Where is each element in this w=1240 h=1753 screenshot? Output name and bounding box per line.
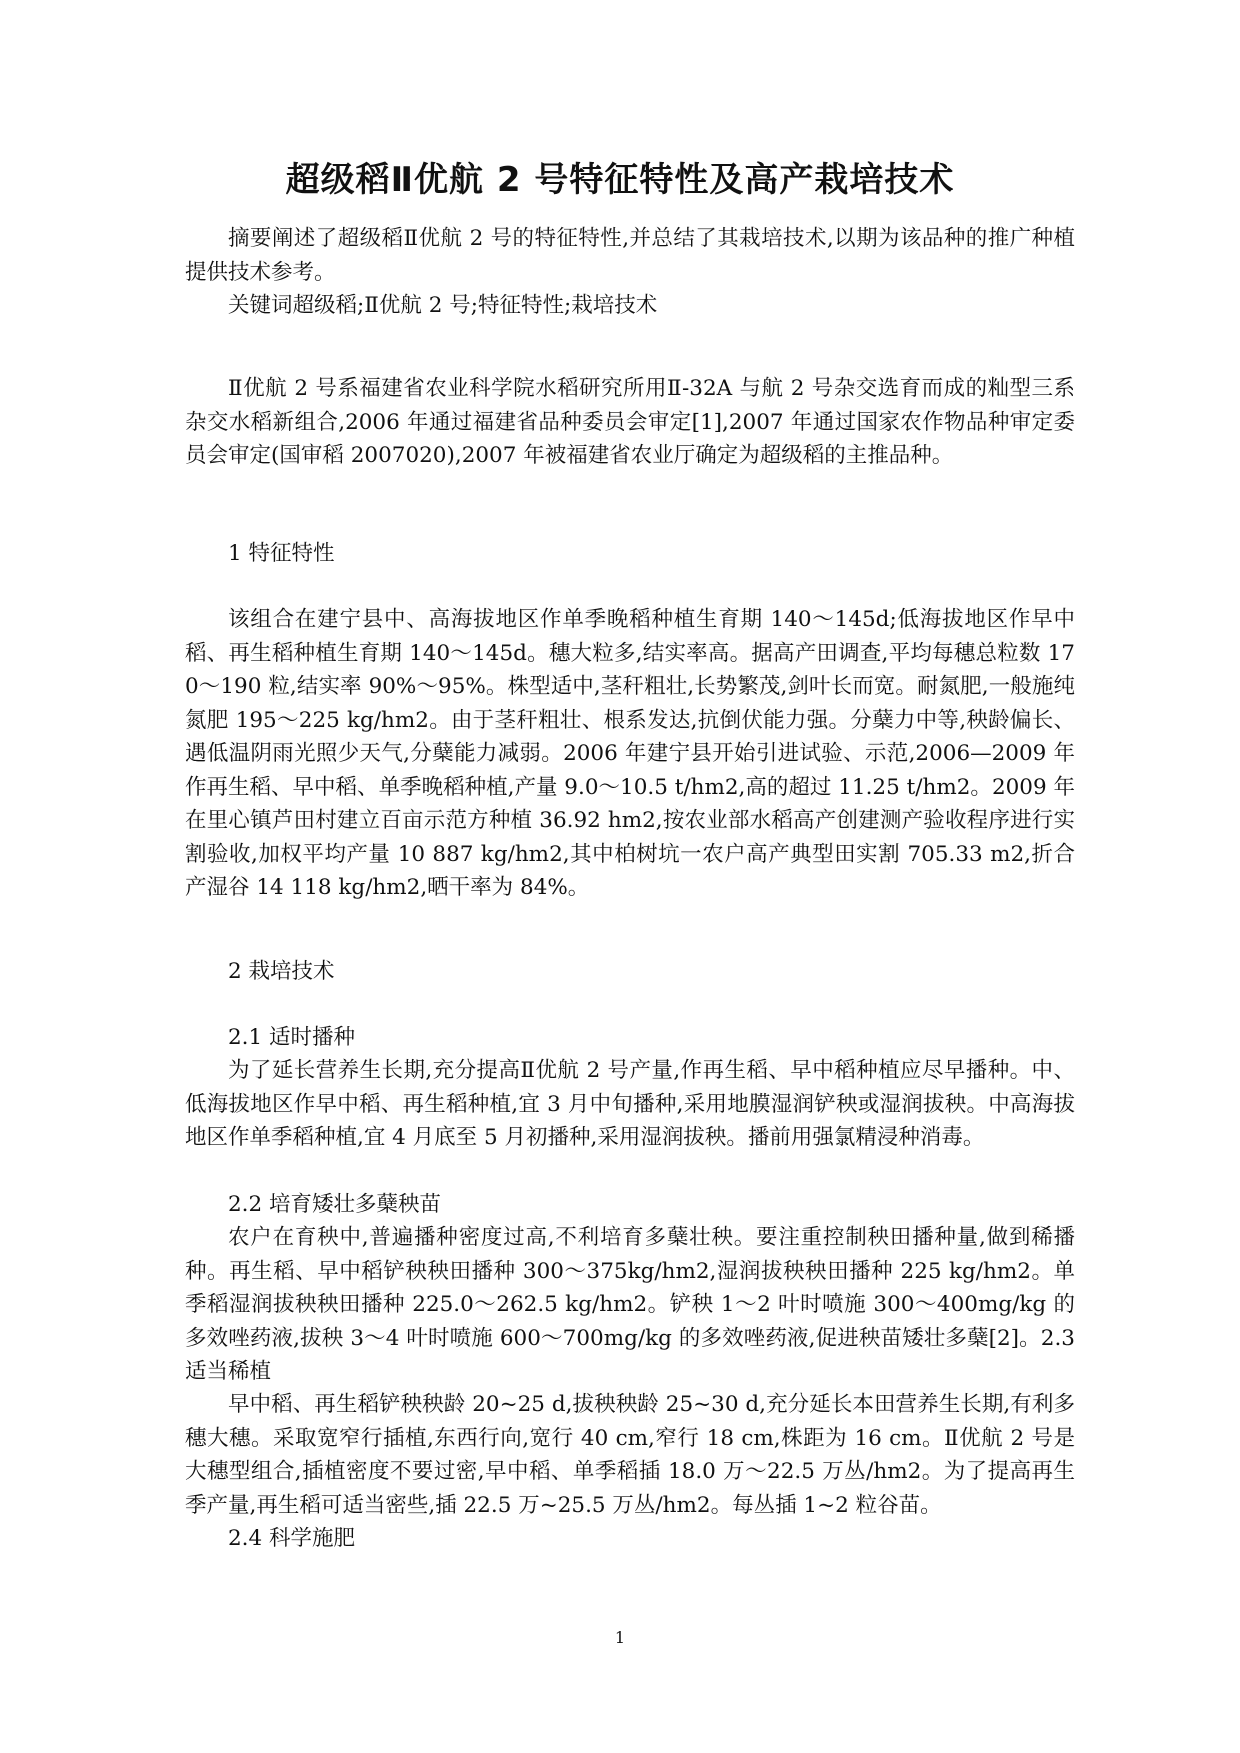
subsection-2-1-paragraph: 为了延长营养生长期,充分提高Ⅱ优航 2 号产量,作再生稻、早中稻种植应尽早播种。中、低海拔地区作早中稻、再生稻种植,宜 3 月中旬播种,采用地膜湿润铲秧或湿润拔秧。中高海拔地区作单季稻种植,宜 4 月底至 5 月初播种,采用湿润拔秧。播前用强氯精浸种消毒。 — [185, 1058, 1075, 1150]
subsection-2-3-paragraph: 早中稻、再生稻铲秧秧龄 20~25 d,拔秧秧龄 25~30 d,充分延长本田营养生长期,有利多穗大穗。采取宽窄行插植,东西行向,宽行 40 cm,窄行 18 cm,株距为 16 cm。Ⅱ优航 2 号是大穗型组合,插植密度不要过密,早中稻、单季稻插 18.0 万～22.5 万丛/hm2。为了提高再生季产量,再生稻可适当密些,插 22.5 万~25.5 万丛/hm2。每丛插 1~2 粒谷苗。 — [185, 1392, 1075, 1518]
section-1-heading: 1 特征特性 — [228, 541, 335, 566]
subsection-2-2-paragraph: 农户在育秧中,普遍播种密度过高,不利培育多蘖壮秧。要注重控制秧田播种量,做到稀播种。再生稻、早中稻铲秧秧田播种 300～375kg/hm2,湿润拔秧秧田播种 225 kg/hm2。单季稻湿润拔秧秧田播种 225.0～262.5 kg/hm2。铲秧 1～2 叶时喷施 300～400mg/kg 的多效唑药液,拔秧 3～4 叶时喷施 600～700mg/kg 的多效唑药液,促进秧苗矮壮多蘖[2]。2.3 适当稀植 — [185, 1225, 1075, 1384]
section-1-paragraph: 该组合在建宁县中、高海拔地区作单季晚稻种植生育期 140～145d;低海拔地区作早中稻、再生稻种植生育期 140～145d。穗大粒多,结实率高。据高产田调查,平均每穗总粒数 170～190 粒,结实率 90%～95%。株型适中,茎秆粗壮,长势繁茂,剑叶长而宽。耐氮肥,一般施纯氮肥 195～225 kg/hm2。由于茎秆粗壮、根系发达,抗倒伏能力强。分蘖力中等,秧龄偏长、遇低温阴雨光照少天气,分蘖能力减弱。2006 年建宁县开始引进试验、示范,2006—2009 年作再生稻、早中稻、单季晚稻种植,产量 9.0～10.5 t/hm2,高的超过 11.25 t/hm2。2009 年在里心镇芦田村建立百亩示范方种植 36.92 hm2,按农业部水稻高产创建测产验收程序进行实割验收,加权平均产量 10 887 kg/hm2,其中柏树坑一农户高产典型田实割 705.33 m2,折合产湿谷 14 118 kg/hm2,晒干率为 84%。 — [185, 607, 1075, 900]
section-2-heading: 2 栽培技术 — [228, 959, 335, 984]
subsection-2-1-heading: 2.1 适时播种 — [228, 1025, 356, 1050]
subsection-2-4-heading: 2.4 科学施肥 — [228, 1526, 356, 1551]
intro-paragraph: Ⅱ优航 2 号系福建省农业科学院水稻研究所用Ⅱ-32A 与航 2 号杂交选育而成的籼型三系杂交水稻新组合,2006 年通过福建省品种委员会审定[1],2007 年通过国家农作物品种审定委员会审定(国审稻 2007020),2007 年被福建省农业厅确定为超级稻的主推品种。 — [185, 376, 1075, 468]
document-title: 超级稻Ⅱ优航 2 号特征特性及高产栽培技术 — [285, 160, 955, 200]
subsection-2-2-heading: 2.2 培育矮壮多蘖秧苗 — [228, 1192, 442, 1217]
keywords-line: 关键词超级稻;Ⅱ优航 2 号;特征特性;栽培技术 — [228, 293, 658, 318]
page-number: 1 — [614, 1628, 626, 1647]
abstract-paragraph: 摘要阐述了超级稻Ⅱ优航 2 号的特征特性,并总结了其栽培技术,以期为该品种的推广种植提供技术参考。 — [185, 226, 1075, 285]
